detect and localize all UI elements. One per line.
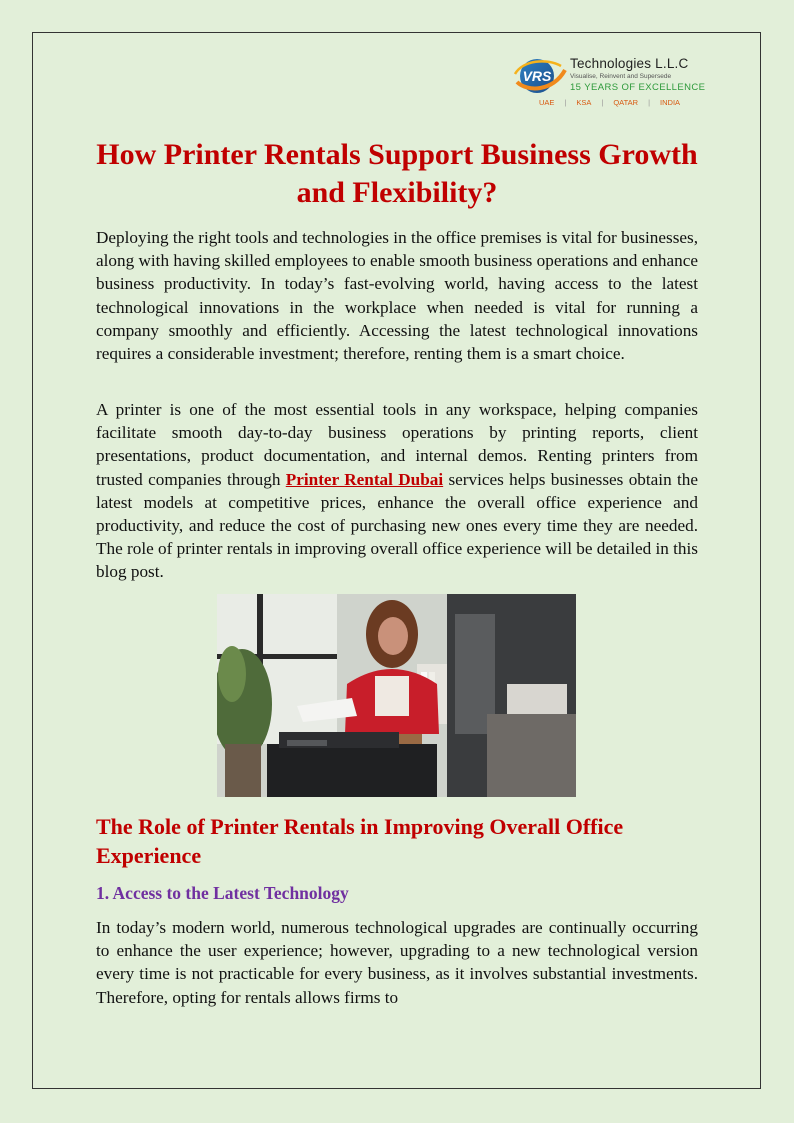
page-title: How Printer Rentals Support Business Growth and Flexibility?: [96, 138, 698, 209]
region-india: INDIA: [660, 98, 681, 107]
vrs-globe-logo-icon: [513, 56, 569, 96]
region-qatar: QATAR: [613, 98, 639, 107]
subheading-latest-technology: 1. Access to the Latest Technology: [96, 883, 349, 903]
printer-paragraph-start: A printer is one of the most essential tools in any workspace, helping companies facilitate smooth day-to-day business operations by printing reports, client presentations, product documentation, and internal demos. Renting printers from trusted companies through: [96, 400, 698, 489]
company-name: Technologies L.L.C: [570, 56, 689, 71]
printer-paragraph-end: services helps businesses obtain the latest models at competitive prices, enhance the overall office experience and productivity, and reduce the cost of purchasing new ones every time they are needed. The role of printer rentals in improving overall office experience will be detailed in this blog post.: [96, 469, 698, 582]
printer-rental-dubai-link[interactable]: Printer Rental Dubai: [285, 469, 444, 489]
intro-paragraph: Deploying the right tools and technologies in the office premises is vital for businesses, along with having skilled employees to enable smooth business operations and enhance business productivity. In today’s fast-evolving world, having access to the latest technological innovations in the workplace when needed is vital for running a company smoothly and efficiently. Accessing the latest technological innovations requires a considerable investment; therefore, renting them is a smart choice.: [96, 228, 698, 364]
years-badge: 15 YEARS OF EXCELLENCE: [570, 82, 706, 93]
latest-technology-paragraph: In today’s modern world, numerous technological upgrades are continually occurring to enhance the user experience; however, upgrading to a new technological version every time is not practicable for every business, as it involves substantial investments. Therefore, opting for rentals allows firms to: [96, 918, 698, 1007]
company-tagline: Visualise, Reinvent and Supersede: [570, 73, 672, 80]
logo-mark-text: VRS: [522, 68, 552, 84]
region-list: UAE | KSA | QATAR | INDIA: [529, 98, 690, 107]
section-heading: The Role of Printer Rentals in Improving Overall Office Experience: [96, 814, 624, 868]
office-printer-photo: [217, 594, 576, 797]
region-ksa: KSA: [576, 98, 592, 107]
region-uae: UAE: [539, 98, 555, 107]
company-logo: [513, 54, 706, 112]
printer-paragraph: [96, 398, 698, 584]
